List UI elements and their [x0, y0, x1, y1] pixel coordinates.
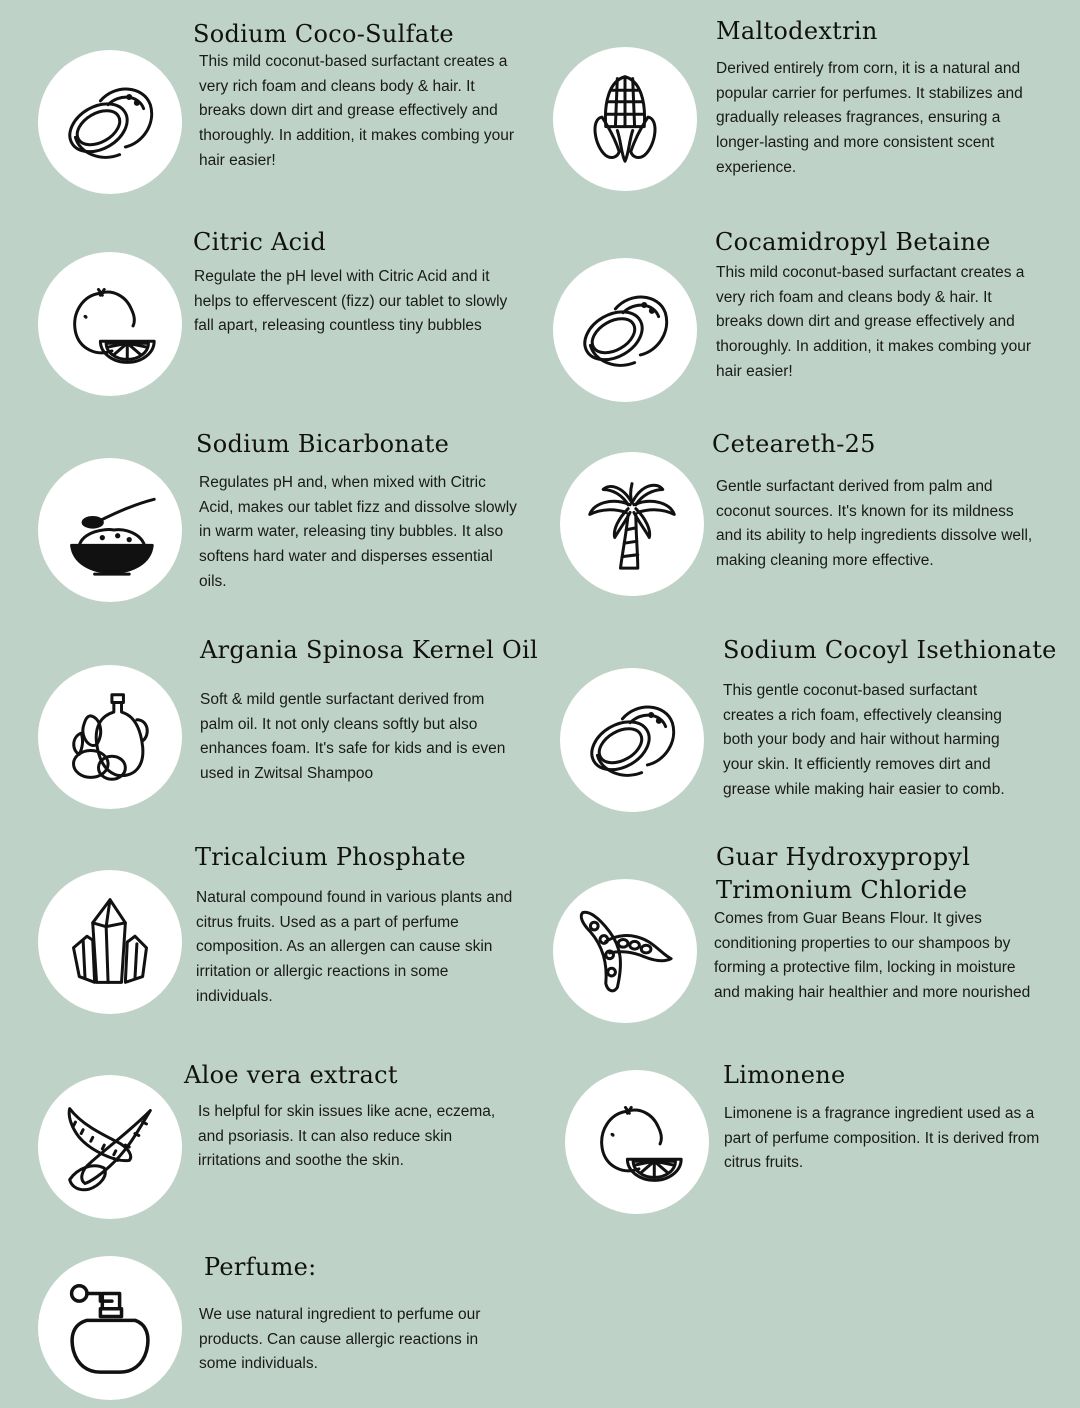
ingredient-title: Sodium Cocoyl Isethionate [723, 636, 1057, 664]
powder-bowl-icon [38, 458, 182, 602]
coconut-icon [553, 258, 697, 402]
coconut-icon [560, 668, 704, 812]
ingredient-title: Tricalcium Phosphate [195, 843, 466, 871]
ingredient-description: Soft & mild gentle surfactant derived from palm oil. It not only cleans softly but also enhances foam. It's safe for kids and is even used in Zwitsal Shampoo [200, 691, 506, 783]
corn-icon [553, 47, 697, 191]
ingredient-description: Comes from Guar Beans Flour. It gives conditioning properties to our shampoos by forming a protective film, locking in moisture and making hair healthier and more nourished [714, 910, 1031, 1002]
ingredient-description: Derived entirely from corn, it is a natural and popular carrier for perfumes. It stabilizes and gradually releases fragrances, ensuring a longer-lasting and more consistent scent experience. [716, 60, 1023, 176]
ingredient-description: Regulates pH and, when mixed with Citric Acid, makes our tablet fizz and dissolve slowly in warm water, releasing tiny bubbles. It also softens hard water and disperses essential oils. [199, 474, 517, 590]
ingredient-description: Limonene is a fragrance ingredient used as a part of perfume composition. It is derived from citrus fruits. [724, 1105, 1040, 1172]
ingredient-title: Guar Hydroxypropyl Trimonium Chloride [716, 843, 971, 904]
ingredient-description: This mild coconut-based surfactant creates a very rich foam and cleans body & hair. It breaks down dirt and grease effectively and thoroughly. In addition, it makes combing your hair easier! [199, 53, 515, 169]
argan-oil-icon [38, 665, 182, 809]
ingredient-title: Maltodextrin [716, 17, 878, 45]
crystal-icon [38, 870, 182, 1014]
ingredient-title: Perfume: [204, 1253, 317, 1281]
ingredient-title: Argania Spinosa Kernel Oil [200, 636, 538, 664]
ingredient-description: Regulate the pH level with Citric Acid and it helps to effervescent (fizz) our tablet to slowly fall apart, releasing countless tiny bubbles [194, 268, 508, 335]
lemon-icon [565, 1070, 709, 1214]
ingredient-description: This gentle coconut-based surfactant creates a rich foam, effectively cleansing both your body and hair without harming your skin. It efficiently removes dirt and grease while making hair easier to comb. [723, 682, 1005, 798]
ingredient-description: Gentle surfactant derived from palm and coconut sources. It's known for its mildness and its ability to help ingredients dissolve well, making cleaning more effective. [716, 478, 1033, 570]
ingredient-title: Sodium Bicarbonate [196, 430, 450, 458]
lemon-icon [38, 252, 182, 396]
palm-tree-icon [560, 452, 704, 596]
ingredient-description: Is helpful for skin issues like acne, eczema, and psoriasis. It can also reduce skin irritations and soothe the skin. [198, 1103, 496, 1170]
aloe-vera-icon [38, 1075, 182, 1219]
ingredient-description: We use natural ingredient to perfume our products. Can cause allergic reactions in some individuals. [199, 1306, 481, 1373]
guar-bean-icon [553, 879, 697, 1023]
ingredient-description: This mild coconut-based surfactant creates a very rich foam and cleans body & hair. It breaks down dirt and grease effectively and thoroughly. In addition, it makes combing your hair easier! [716, 264, 1032, 380]
ingredient-title: Citric Acid [193, 228, 327, 256]
ingredient-title: Cocamidropyl Betaine [715, 228, 991, 256]
ingredient-title: Ceteareth-25 [712, 430, 876, 458]
ingredient-title: Aloe vera extract [184, 1061, 398, 1089]
ingredient-title: Limonene [723, 1061, 846, 1089]
ingredient-description: Natural compound found in various plants and citrus fruits. Used as a part of perfume composition. As an allergen can cause skin irritation or allergic reactions in some individuals. [196, 889, 513, 1005]
ingredient-title: Sodium Coco-Sulfate [193, 20, 454, 48]
coconut-icon [38, 50, 182, 194]
perfume-bottle-icon [38, 1256, 182, 1400]
